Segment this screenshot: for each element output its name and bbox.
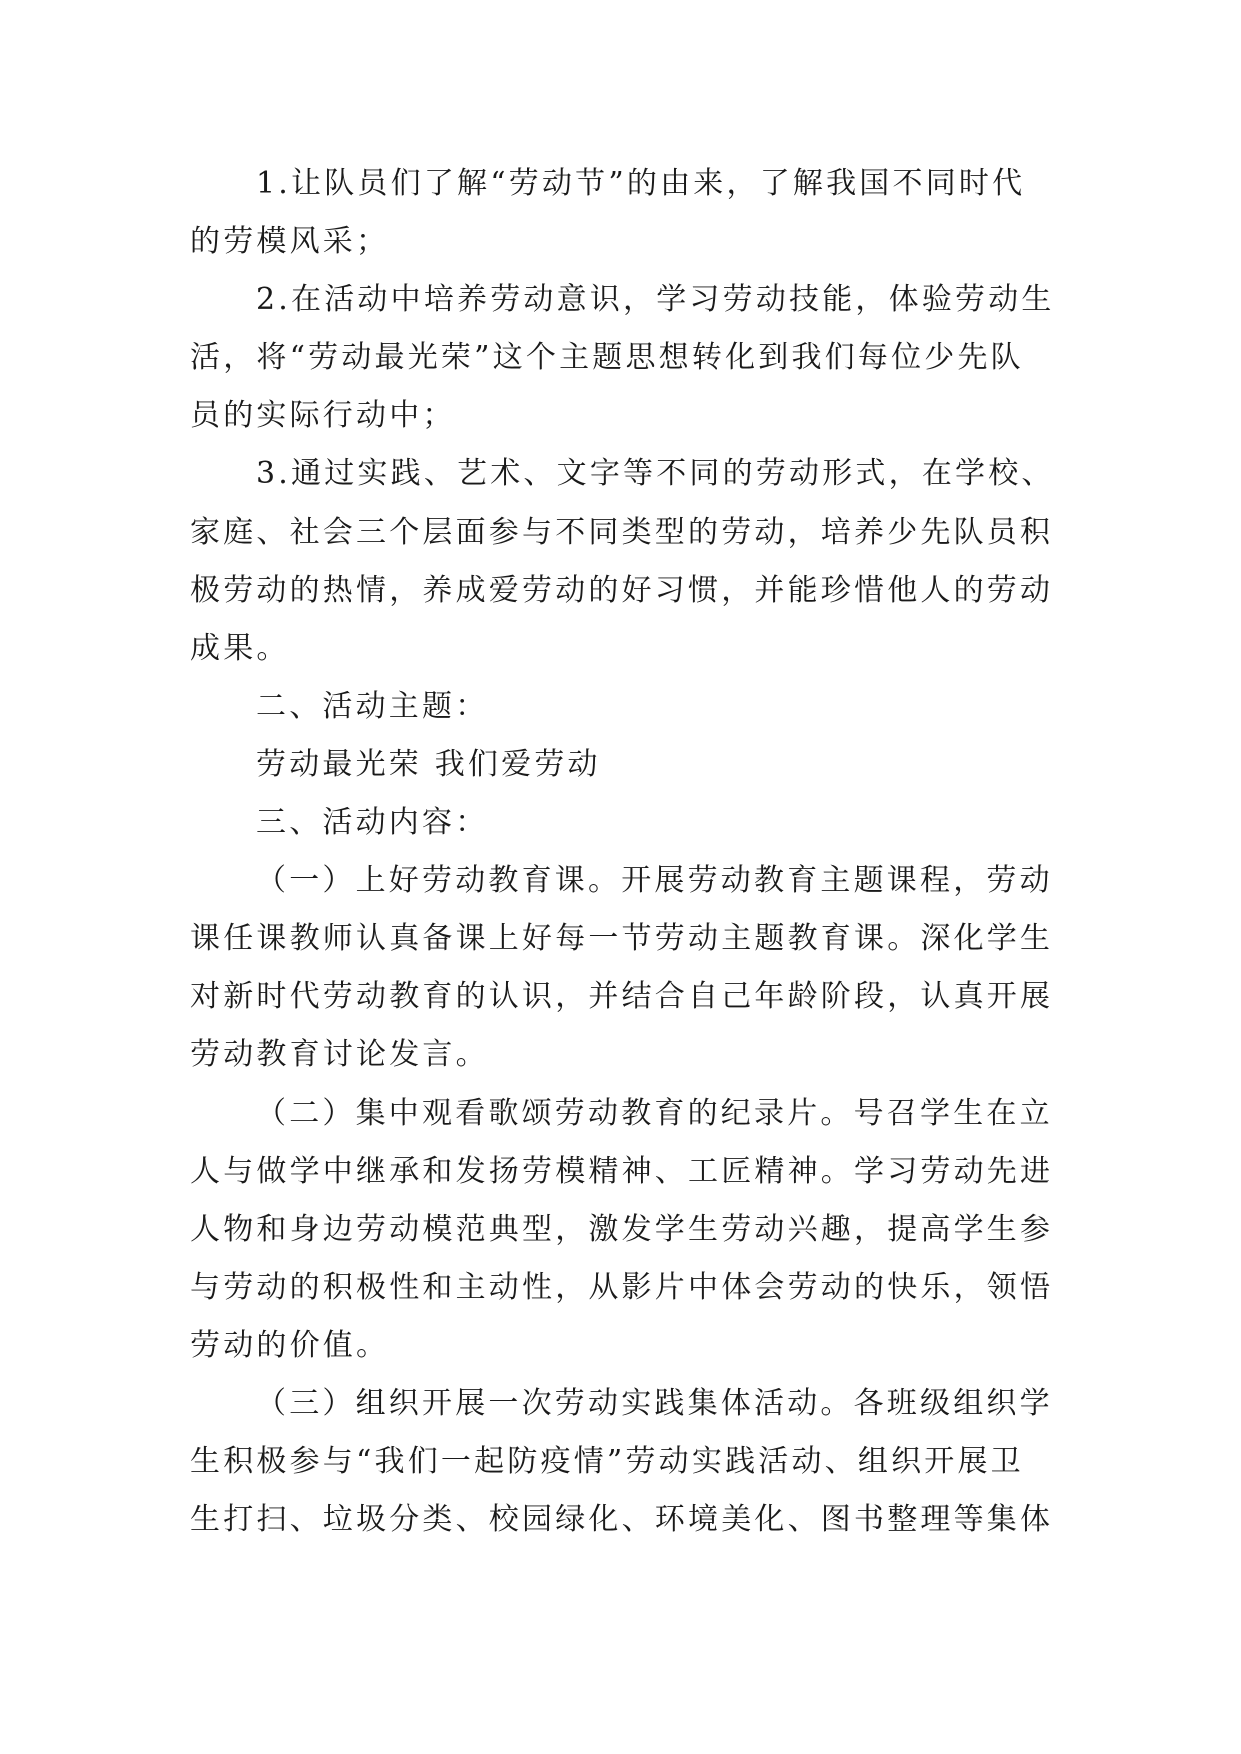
heading-text: 三、活动内容： [256, 805, 489, 841]
text-line: 的劳模风采； [190, 224, 390, 260]
text-line: （二）集中观看歌颂劳动教育的纪录片。号召学生在立 [256, 1095, 1053, 1131]
text-line: 与劳动的积极性和主动性，从影片中体会劳动的快乐，领悟 [190, 1269, 1054, 1305]
paragraph-goal-1 [190, 155, 1050, 271]
heading-text: 二、活动主题： [256, 688, 489, 724]
text-line: （三）组织开展一次劳动实践集体活动。各班级组织学 [256, 1385, 1053, 1421]
text-line: 员的实际行动中； [190, 398, 456, 434]
text-line: 生积极参与“我们一起防疫情”劳动实践活动、组织开展卫 [190, 1444, 1024, 1480]
text-line: 成果。 [190, 630, 290, 666]
text-line: 2.在活动中培养劳动意识，学习劳动技能，体验劳动生 [256, 282, 1055, 318]
paragraph-content-2 [190, 1085, 1054, 1375]
text-line: （一）上好劳动教育课。开展劳动教育主题课程，劳动 [256, 863, 1053, 899]
text-line: 活，将“劳动最光荣”这个主题思想转化到我们每位少先队 [190, 340, 1024, 376]
paragraph-content-3 [190, 1375, 1054, 1549]
section-heading-content [190, 794, 1050, 852]
paragraph-goal-3 [190, 445, 1055, 677]
text-line: 极劳动的热情，养成爱劳动的好习惯，并能珍惜他人的劳动 [190, 572, 1054, 608]
text-line: 3.通过实践、艺术、文字等不同的劳动形式，在学校、 [256, 456, 1055, 492]
text-line: 生打扫、垃圾分类、校园绿化、环境美化、图书整理等集体 [190, 1502, 1054, 1538]
text-line: 劳动的价值。 [190, 1327, 390, 1363]
section-heading-theme [190, 678, 1050, 736]
text-line: 人与做学中继承和发扬劳模精神、工匠精神。学习劳动先进 [190, 1153, 1054, 1189]
theme-text: 劳动最光荣 我们爱劳动 [256, 746, 601, 782]
text-line: 家庭、社会三个层面参与不同类型的劳动，培养少先队员积 [190, 514, 1054, 550]
paragraph-goal-2 [190, 271, 1055, 445]
text-line: 劳动教育讨论发言。 [190, 1037, 489, 1073]
paragraph-content-1 [190, 852, 1054, 1084]
text-line: 对新时代劳动教育的认识，并结合自己年龄阶段，认真开展 [190, 979, 1054, 1015]
text-line: 人物和身边劳动模范典型，激发学生劳动兴趣，提高学生参 [190, 1211, 1054, 1247]
paragraph-theme [190, 736, 1050, 794]
text-line: 课任课教师认真备课上好每一节劳动主题教育课。深化学生 [190, 921, 1054, 957]
document-body [190, 155, 1055, 1549]
text-line: 1.让队员们了解“劳动节”的由来，了解我国不同时代 [256, 166, 1026, 201]
